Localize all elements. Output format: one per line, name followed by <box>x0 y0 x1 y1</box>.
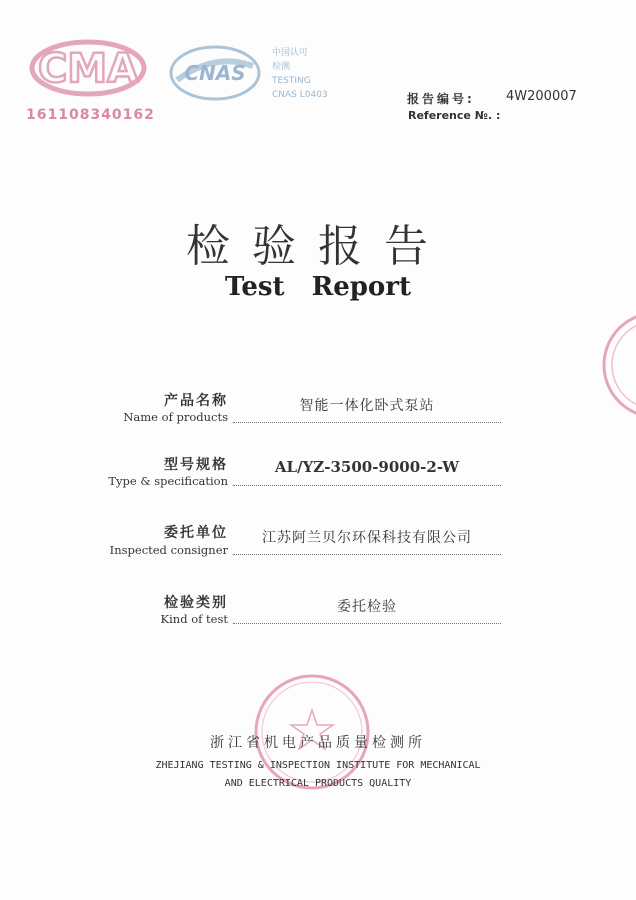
report-title-en: Test Report <box>225 272 411 302</box>
test-kind-value: 委托检验 <box>337 599 397 615</box>
model-spec-value: AL/YZ-3500-9000-2-W <box>274 458 460 476</box>
institute-name-en-line2: AND ELECTRICAL PRODUCTS QUALITY <box>224 778 412 789</box>
report-title-zh: 检验报告 <box>186 221 450 272</box>
product-name-label-en: Name of products <box>123 410 228 424</box>
consigner-underline <box>233 554 501 555</box>
product-name-label-zh: 产品名称 <box>164 393 228 409</box>
reference-label-zh: 报告编号: <box>407 92 475 106</box>
consigner-label-zh: 委托单位 <box>164 525 228 541</box>
cma-logo <box>28 38 148 98</box>
cnas-accreditation-text <box>272 46 328 102</box>
cma-number: 161108340162 <box>26 107 155 123</box>
reference-label-en: Reference №. : <box>408 109 501 122</box>
consigner-value: 江苏阿兰贝尔环保科技有限公司 <box>262 530 472 546</box>
model-spec-label-en: Type & specification <box>108 474 228 488</box>
cnas-line: 中国认可 <box>272 48 309 58</box>
consigner-label-en: Inspected consigner <box>109 543 228 557</box>
cma-mark-text: CMA <box>37 46 139 92</box>
product-name-value: 智能一体化卧式泵站 <box>299 398 435 414</box>
test-kind-label-zh: 检验类别 <box>164 595 228 611</box>
institute-name-zh: 浙江省机电产品质量检测所 <box>210 735 426 751</box>
edge-seal-icon <box>596 305 636 425</box>
cnas-line: TESTING <box>272 76 311 86</box>
product-name-underline <box>233 422 501 423</box>
cnas-mark-text: CNAS <box>184 61 246 85</box>
model-spec-underline <box>233 485 501 486</box>
institute-name-en-line1: ZHEJIANG TESTING & INSPECTION INSTITUTE FOR MECHANICAL <box>155 760 481 771</box>
test-kind-underline <box>233 623 501 624</box>
cnas-line: 检测 <box>272 62 291 72</box>
test-kind-label-en: Kind of test <box>160 612 228 626</box>
cnas-line: CNAS L0403 <box>272 90 328 100</box>
cnas-logo <box>167 42 263 104</box>
model-spec-label-zh: 型号规格 <box>164 457 228 473</box>
reference-number: 4W200007 <box>506 89 577 104</box>
